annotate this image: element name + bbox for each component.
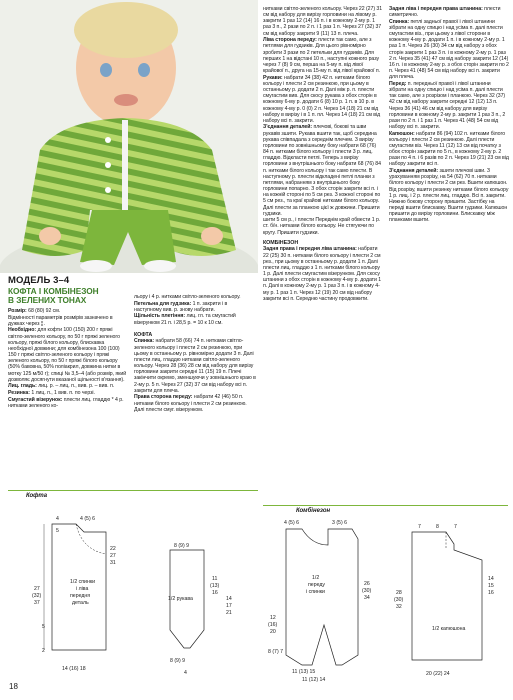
faces-paragraph xyxy=(8,383,128,389)
overall-h6: 20 xyxy=(270,629,276,635)
left-front-label: Ліва сторона переду: xyxy=(263,37,317,44)
right-back-label: Задня права і передня ліва штанина: xyxy=(263,246,357,253)
right-front-label: Права сторона переду: xyxy=(134,394,193,401)
overall-front-text: п. передньої правої і лівої штанини зібрати на одну спицю і над усіма п. далі плести так само, але з розрізом і планкою. Через 32 (37) 42 см від набору закрити середні 12 (12) 13 п. Через 36 (41) 46 см від набору для вирізу горловини в кожному 2-му р. закрити 1 раз 3 п., 2 рази по 2 п. і 1 раз 1 п. Через 41 (48) 54 см від набору всі п. закрити. xyxy=(389,80,506,130)
kofta-top-w2: 5 xyxy=(56,528,59,534)
kofta-h5: (32) xyxy=(32,593,42,599)
kofta-label-1: 1/2 спинки xyxy=(70,579,95,585)
left-back-paragraph xyxy=(389,6,509,18)
overall-top2: 3 (5) 6 xyxy=(332,520,347,526)
sleeve-h6: 21 xyxy=(226,610,232,616)
overall-h2: (30) xyxy=(362,588,372,594)
hood-h2: 15 xyxy=(488,583,494,589)
rubber-paragraph xyxy=(8,390,128,396)
right-back-paragraph xyxy=(263,246,383,301)
hood-h5: (30) xyxy=(394,597,404,603)
size-paragraph xyxy=(8,308,128,314)
overall-front-label: Перед: xyxy=(389,80,407,87)
rubber-text: 1 лиц. п., 1 вив. п. по черзі. xyxy=(31,390,95,397)
overall-label-1: 1/2 xyxy=(312,575,320,581)
hood-top2: 8 xyxy=(436,524,439,530)
back-label: Спинка: xyxy=(134,338,155,345)
overall-b2: 8 (7) 7 xyxy=(268,649,283,655)
sleeve-bottom: 8 (9) 9 xyxy=(170,658,185,664)
overalls-diagram xyxy=(262,515,390,683)
hood-text: набрати 86 (94) 102 п. нитками білого кольору і плести 2 см резинкою. Далі плести смугастим віз. Через 11 (12) 13 см від початку з обох сторін закрити по 5 п., в кожному 2-му р. 2 рази по 4 п. і 6 разів по 2 п. Через 19 (21) 23 см від набору закрити всі п. xyxy=(389,130,509,168)
overall-h1: 26 xyxy=(364,581,370,587)
right-front-text: набрати 42 (46) 50 п. нитками білого кольору і плести 2 см резинкою. Далі плести смуг. візерунком. xyxy=(134,394,247,413)
overall-b1: 11 (13) 15 xyxy=(292,669,316,675)
left-back-text: плести симетрично. xyxy=(389,6,501,19)
kofta-top-w: 4 xyxy=(56,516,59,522)
child-photo-illustration xyxy=(0,0,258,273)
hood-label: Капюшон: xyxy=(389,130,415,137)
hood-paragraph xyxy=(389,131,509,168)
density-label: Щільність плетіння: xyxy=(134,313,186,320)
col4-intro: шити 5 см р., і плести Переднім край обвести 1 р. ст. б/н. нитками білого кольору. Не стягуючи по кругу. Пришити гудзики. xyxy=(263,217,381,236)
divider-line xyxy=(8,490,258,491)
overall-bottom-w: 11 (12) 14 xyxy=(302,677,326,683)
needed-text: для кофти 100 (150) 200 г пряжі світло-зеленого кольору, по 50 г пряжі зеленого кольору, пряжі білого кольору, блискавка необхідної довжини; для комбінезона 100 (100) 150 г пряжі світло-зеленого кольору і пряжі зеленого кольору, по 50 г пряжі білого кольору (50% бавовна, 50% поліакрил, довжина нитки в мотку 125 м/50 г); спиці № 3,5–4 (або розмір, який дозволяє досягнути вказаної щільності в'язання). xyxy=(8,327,127,383)
loops-paragraph xyxy=(134,301,256,313)
back-text: набрати 58 (66) 74 п. нитками світло-зеленого кольору і плести 2 см резинкою, при цьому в останньому р. рівномірно додати 3 п. Далі плести лиц. гладдю нитками світло-зеленого кольору. Через 28 (36) 28 см від набору для вирізу горловини закрити середні 11 (15) 19 п. Плечі закінчити окремо, зменшуючи у зовнішнього краю в 2-му р. 5 п. Через 27 (32) 37 см від набору всі п. закрити для плеча. xyxy=(134,338,256,394)
left-back-label: Задня ліва і передня права штанина: xyxy=(389,6,483,12)
density-text: лиц. гл. та смугастий візерунком 21 п. і 28,5 р. = 10 к 10 см. xyxy=(134,313,236,326)
assembly-paragraph xyxy=(263,124,383,216)
overall-h3: 34 xyxy=(364,595,370,601)
sleeve-label: 1/2 рукава xyxy=(168,596,193,602)
faces-label: Лиц. гладь: xyxy=(8,383,37,390)
sleeve-h2: (13) xyxy=(210,583,220,589)
sleeve-h3: 16 xyxy=(212,590,218,596)
needed-label: Необхідно: xyxy=(8,327,37,334)
stripes-label: Смугастий візерунок: xyxy=(8,396,63,403)
model-subtitle-2: В ЗЕЛЕНИХ ТОНАХ xyxy=(8,295,87,305)
hood-h6: 32 xyxy=(396,604,402,610)
kofta-bottom: 14 (16) 18 xyxy=(62,666,86,672)
size-text: 68 (80) 92 см. xyxy=(28,308,61,314)
kofta-h4: 27 xyxy=(34,586,40,592)
kofta-body-diagram xyxy=(22,510,134,680)
stripes-text: плести лиц. гладдю * 4 р. нитками зеленого ко- xyxy=(8,396,124,409)
divider-line xyxy=(263,505,508,506)
column-4 xyxy=(389,6,509,224)
right-front-paragraph xyxy=(134,394,256,412)
kofta-label-2: і ліва xyxy=(76,586,89,592)
sleeves-label: Рукави: xyxy=(263,74,283,81)
kofta-side2: 5 xyxy=(42,624,45,630)
overall-label-2: переду xyxy=(308,582,325,588)
overall-h5: (16) xyxy=(268,622,278,628)
assembly-text: плечові, бокові та шви рукавів зшити. Рукава вшити так, щоб середина рукава співпадала з середнім плечем. З вирізу горловини по зовнішньому боку набрати 68 (76) 84 п. нитками білого кольору і плести 3 р. лиц. гладдю. Відкласти петлі. Теперь з вирізу горловини з внутрішнього боку набрати 68 (76) 84 п. нитками білого кольору і так само плести. В наступному р. плести відкладені петлі планки з петлями, набранням з внутрішнього боку горловини попарно. З обох сторін закрити всі п. і на кожній стороні по 5 см рез. З кожної стороні по 5 см рез., та краї крайові нитками білого кольору. Далі плести за планкою цієї ж довжини. Пришити гудзики. xyxy=(263,124,381,217)
loops-text: 1 п. закрити і в наступному вив. р. знову набрати. xyxy=(134,300,228,313)
overalls-schematic-title: Комбінезон xyxy=(296,508,331,514)
assembly-label: З'єднання деталей: xyxy=(263,124,313,131)
hood-h3: 16 xyxy=(488,590,494,596)
kofta-h2: 27 xyxy=(110,553,116,559)
hood-top3: 7 xyxy=(454,524,457,530)
overall-top1: 4 (5) 6 xyxy=(284,520,299,526)
kofta-neck: 4 (5) 6 xyxy=(80,516,95,522)
hood-diagram xyxy=(392,520,510,685)
sleeve-top: 8 (9) 9 xyxy=(174,543,189,549)
overall-front-paragraph xyxy=(389,81,509,130)
left-front-paragraph xyxy=(263,37,383,74)
left-front-text: плести так само, але з петлями для гудзиків. Для цього рівномірно зробити 3 рази по 2 петельки для гудзиків. Для перших 1 на відстані 10 п., наступні кожного разу через 7 (8) 9 см, перша на 5-му п. від лівої крайової п., друга на 15-му п. від лівої крайової п. xyxy=(263,37,380,75)
kofta-h3: 31 xyxy=(110,560,116,566)
sleeve-side: 4 xyxy=(184,670,187,676)
overalls-heading: КОМБІНЕЗОН xyxy=(263,239,299,246)
hood-bottom: 20 (22) 24 xyxy=(426,671,450,677)
hood-h4: 28 xyxy=(396,590,402,596)
hood-top1: 7 xyxy=(418,524,421,530)
kofta-side: 2 xyxy=(42,648,45,654)
kofta-h1: 22 xyxy=(110,546,116,552)
kofta-label-3: передня xyxy=(70,593,91,599)
column-1 xyxy=(8,276,128,410)
overall-back-label: Спинка: xyxy=(389,18,410,25)
column-3 xyxy=(263,6,383,302)
model-subtitle-1: КОФТА І КОМБІНЕЗОН xyxy=(8,286,99,296)
model-title: МОДЕЛЬ 3–4 xyxy=(8,275,70,286)
stripes-cont: льору і 4 р. нитками світло-зеленого кольору. xyxy=(134,294,241,300)
density-paragraph xyxy=(134,313,256,325)
overall-assembly-text: зшити плечові шви. З урахуванням розрізу, на 54 (62) 70 п. нитками білого кольору і плести 2 см рез. Вшити капюшон. Від розрізу, вшити резинку нитками білого кольору 1 р. лиц. і 2 р. плести лиц. гладдю. Всі п. закрити. Нижню бокову сторону пришити. Застібку на переді вшити блискавку. Вшити гудзики. Капюшон пришити до вирізу горловини. Блискавку між планками вшити. xyxy=(389,168,509,224)
sleeve-h5: 17 xyxy=(226,603,232,609)
overall-back-paragraph xyxy=(389,19,509,81)
overall-assembly-paragraph xyxy=(389,168,509,223)
sleeve-h4: 14 xyxy=(226,596,232,602)
hood-h1: 14 xyxy=(488,576,494,582)
overall-h4: 12 xyxy=(270,615,276,621)
faces-text: лиц. р. – лиц. п., вив. р. – вив. п. xyxy=(38,383,115,390)
kofta-heading: КОФТА xyxy=(134,331,153,338)
overall-label-3: і спинки xyxy=(306,589,325,595)
kofta-schematic-title: Кофта xyxy=(26,493,48,499)
stripes-paragraph xyxy=(8,397,128,409)
sleeve-h1: 11 xyxy=(212,576,218,582)
col3-intro: нитками світло-зеленого кольору. Через 22 (27) 31 см від набору для вирізу горловини на лівому р. закрити 1 раз 12 (14) 16 п. і в кожному 2-му р. 1 раз 3 п., 2 рази по 2 п. і 1 раз 1 п. Через 27 (32) 37 см від набору закрити 9 (11) 13 п. плеча. xyxy=(263,6,383,37)
hood-label: 1/2 капюшона xyxy=(432,626,466,632)
rubber-label: Резинка: xyxy=(8,390,30,397)
right-back-text: набрати 22 (25) 30 п. нитками білого кольору і плести 2 см рез., при цьому в останньому р. додати 1 п. Далі плести лиц. гладдю з 1 п. нитками білого кольору 1 р. Далі плести смугастим візерунком. Для скосу штанини з обох сторін в кожному 4-му р. додати 1 п. Далі в кожному 2-му р. 1 раз 3 п. і в кожному 4-му р. 1 раз 1 п. Через 12 (19) 20 см від набору закрити всі п. Середню частину продовжити. xyxy=(263,246,382,302)
kofta-h6: 37 xyxy=(34,600,40,606)
back-paragraph xyxy=(134,338,256,393)
product-photo xyxy=(0,0,258,273)
sleeve-diagram xyxy=(140,540,252,680)
sleeves-text: набрати 34 (38) 42 п. нитками білого кольору і плести 2 см резинкою, при цьому в останньому р. додати 2 п. Далі між р. п. плести смугастим вив. Для скосу рукава з обох сторін в кожному 6-му р. додати 6 (8) 10 р. 1 п. в 10 р. в кожному 4-му р. 0 (0) 2 п. Через 14 (18) 21 см від набору в вирізу і в 1 п. пл. Через 14 (18) 21 см від набору всі п. закрити. xyxy=(263,74,381,124)
page-number: 18 xyxy=(9,682,18,691)
column-2 xyxy=(134,294,256,413)
sleeves-paragraph xyxy=(263,75,383,124)
loops-label: Петельна для гудзика: xyxy=(134,300,192,307)
size-label: Розмір: xyxy=(8,308,27,314)
overall-back-text: петлі задньої правої і лівої штанини зібрати на одну спицю і над усіма п. далі плести смугастим віз., при цьому з лівої сторони в кожному 4-му р. додати 1 п. і в кожному 2-му р. 1 раз 1 п. Через 26 (30) 34 см від набору з обох сторін закрити 1 раз 3 п. і в кожному 2-му р. 1 раз 2 п. Через 35 (41) 47 см від набору закрити 12 (14) 16 п. і в кожному 2-му р. з обох сторін закрити по 2 п. Через 41 (48) 54 см від набору всі п. закрити для плеча. xyxy=(389,18,509,81)
needed-paragraph xyxy=(8,327,128,382)
kofta-label-4: деталь xyxy=(72,600,89,606)
overall-assembly-label: З'єднання деталей: xyxy=(389,168,439,175)
sizes-note: Відмінності параметрів розмірів зазначено в дужках через ¦¦. xyxy=(8,314,113,327)
